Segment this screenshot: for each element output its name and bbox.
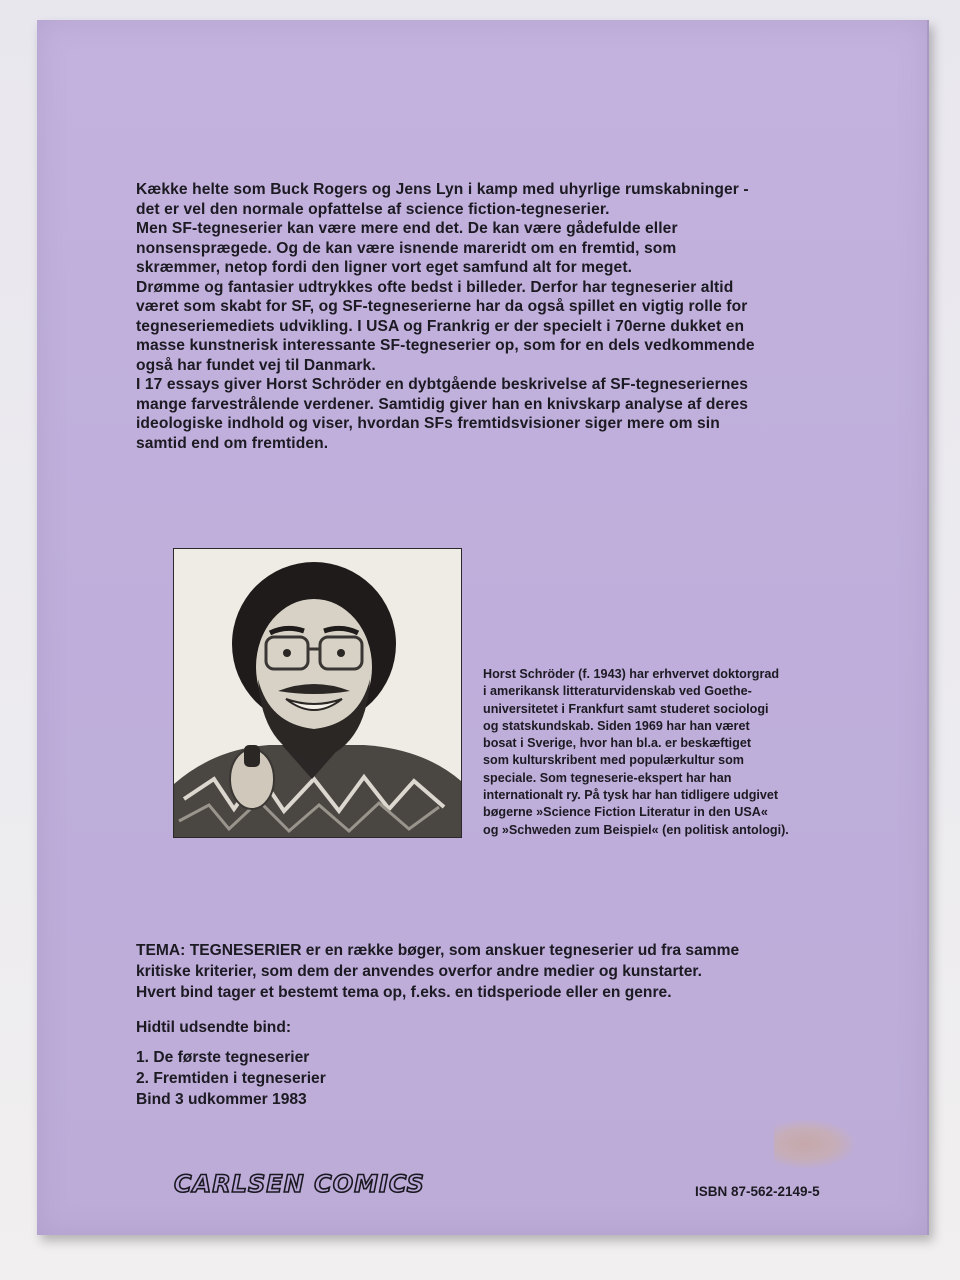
intro-line: ideologiske indhold og viser, hvordan SFs fremtidsvisioner siger mere om sin <box>136 415 720 432</box>
series-description-line: Hvert bind tager et bestemt tema op, f.eks. en tidsperiode eller en genre. <box>136 984 672 1001</box>
author-bio <box>483 666 843 839</box>
bio-line: og »Schweden zum Beispiel« (en politisk antologi). <box>483 822 789 837</box>
intro-line: Drømme og fantasier udtrykkes ofte bedst i billeder. Derfor har tegneserier altid <box>136 278 734 296</box>
series-info <box>136 940 836 1110</box>
intro-line: samtid end om fremtiden. <box>136 434 329 452</box>
bio-line: bøgerne »Science Fiction Literatur in den USA« <box>483 805 768 820</box>
bio-line: bosat i Sverige, hvor han bl.a. er beskæftiget <box>483 736 752 751</box>
intro-line: også har fundet vej til Danmark. <box>136 356 376 374</box>
bio-line: Horst Schröder (f. 1943) har erhvervet doktorgrad <box>483 667 780 681</box>
intro-line: masse kunstnerisk interessante SF-tegneserier op, som for en dels vedkommende <box>136 337 755 354</box>
intro-line: været som skabt for SF, og SF-tegneserierne har da også spillet en vigtig rolle for <box>136 298 748 315</box>
volume-item: 2. Fremtiden i tegneserier <box>136 1070 326 1087</box>
bio-line: som kulturskribent med populærkultur som <box>483 753 745 768</box>
series-description-line: TEMA: TEGNESERIER er en række bøger, som anskuer tegneserier ud fra samme <box>136 942 740 959</box>
author-photo <box>173 548 462 838</box>
bio-line: universitetet i Frankfurt samt studeret sociologi <box>483 701 769 716</box>
intro-line: det er vel den normale opfattelse af science fiction-tegneserier. <box>136 200 610 218</box>
cover-stain <box>774 1120 854 1168</box>
intro-text <box>136 180 826 453</box>
volume-item: 1. De første tegneserier <box>136 1049 310 1066</box>
bio-line: i amerikansk litteraturvidenskab ved Goethe- <box>483 684 752 699</box>
bio-line: internationalt ry. På tysk har han tidligere udgivet <box>483 788 779 803</box>
publisher-logo: CARLSEN COMICS <box>174 1170 425 1198</box>
series-description-line: kritiske kriterier, som dem der anvendes overfor andre medier og kunstarter. <box>136 963 702 980</box>
intro-line: Men SF-tegneserier kan være mere end det. De kan være gådefulde eller <box>136 220 678 237</box>
bio-line: speciale. Som tegneserie-ekspert har han <box>483 770 732 785</box>
isbn-number: ISBN 87-562-2149-5 <box>695 1184 820 1199</box>
intro-line: Kække helte som Buck Rogers og Jens Lyn i kamp med uhyrlige rumskabninger - <box>136 181 749 198</box>
volume-item: Bind 3 udkommer 1983 <box>136 1091 307 1108</box>
bio-line: og statskundskab. Siden 1969 har han været <box>483 718 750 733</box>
intro-line: tegneseriemediets udvikling. I USA og Frankrig er der specielt i 70erne dukket en <box>136 317 745 335</box>
volume-list-heading: Hidtil udsendte bind: <box>136 1019 292 1036</box>
intro-line: skræmmer, netop fordi den ligner vort eget samfund alt for meget. <box>136 259 633 276</box>
intro-line: I 17 essays giver Horst Schröder en dybtgående beskrivelse af SF-tegneseriernes <box>136 376 748 393</box>
intro-line: mange farvestrålende verdener. Samtidig giver han en knivskarp analyse af deres <box>136 395 748 413</box>
intro-line: nonsensprægede. Og de kan være isnende mareridt om en fremtid, som <box>136 239 677 257</box>
